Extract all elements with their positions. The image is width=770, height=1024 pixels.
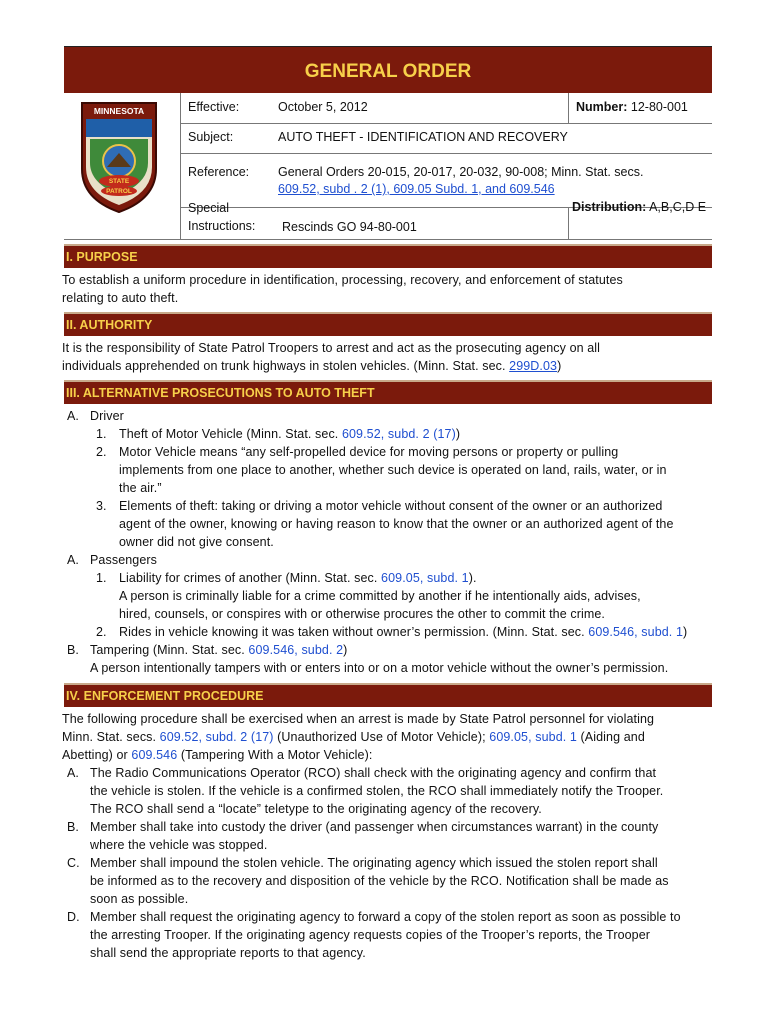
purpose-text xyxy=(62,271,712,307)
list-item xyxy=(64,818,712,854)
text-line: where the vehicle was stopped. xyxy=(90,838,268,852)
text-line xyxy=(62,746,712,764)
subject-label: Subject: xyxy=(188,130,234,144)
text-line: shall send the appropriate reports to that agency. xyxy=(90,946,366,960)
list-item xyxy=(64,569,712,623)
text-line: the arresting Trooper. If the originating agency requests copies of the Trooper’s reports, the Trooper xyxy=(90,928,651,942)
alternative-prosecutions-list xyxy=(64,407,712,677)
number-label: Number: xyxy=(576,100,628,114)
list-marker: 2. xyxy=(96,625,107,639)
header-rule xyxy=(180,153,712,154)
list-text: Passengers xyxy=(90,553,158,567)
text-line: owner did not give consent. xyxy=(119,535,274,549)
reference-label: Reference: xyxy=(188,165,250,179)
number-value: 12-80-001 xyxy=(630,100,688,114)
statute-link[interactable]: 609.546, subd. 2 xyxy=(248,643,344,657)
special-label-1: Special xyxy=(188,201,229,215)
text-line: Member shall impound the stolen vehicle. The originating agency which issued the stolen report shall xyxy=(90,856,658,870)
statute-link[interactable]: 609.546 xyxy=(131,748,178,762)
text-line: agent of the owner, knowing or having reason to know that the owner or an authorized agent of the xyxy=(119,517,674,531)
section-heading-purpose: I. PURPOSE xyxy=(64,244,712,268)
enforcement-intro xyxy=(62,710,712,764)
text-line xyxy=(119,569,712,587)
text-line: be informed as to the recovery and disposition of the vehicle by the RCO. Notification shall be made as xyxy=(90,874,669,888)
list-item xyxy=(64,407,712,425)
text-line: The RCO shall send a “locate” teletype to the originating agency of the recovery. xyxy=(90,802,542,816)
list-item xyxy=(64,497,712,551)
text-line: relating to auto theft. xyxy=(62,291,179,305)
list-text: ). xyxy=(468,571,477,585)
list-item xyxy=(64,551,712,569)
list-item xyxy=(64,908,712,962)
header-divider xyxy=(568,207,569,239)
statute-link[interactable]: 609.05, subd. 1 xyxy=(381,571,469,585)
list-marker: A. xyxy=(67,409,80,423)
header-divider xyxy=(180,93,181,239)
text-line: Member shall request the originating agency to forward a copy of the stolen report as soon as possible to xyxy=(90,910,681,924)
text-line: To establish a uniform procedure in identification, processing, recovery, and enforcement of statutes xyxy=(62,273,623,287)
list-marker: 1. xyxy=(96,571,107,585)
list-item xyxy=(64,854,712,908)
list-marker: A. xyxy=(67,553,80,567)
text-span: (Unauthorized Use of Motor Vehicle); xyxy=(273,730,490,744)
statute-link[interactable]: 299D.03 xyxy=(509,359,558,373)
list-marker: 1. xyxy=(96,427,107,441)
subject-value: AUTO THEFT - IDENTIFICATION AND RECOVERY xyxy=(278,130,568,144)
section-heading-alternative-prosecutions: III. ALTERNATIVE PROSECUTIONS TO AUTO THEFT xyxy=(64,380,712,404)
text-span: individuals apprehended on trunk highways in stolen vehicles. (Minn. Stat. sec. xyxy=(62,359,510,373)
reference-line-1: General Orders 20-015, 20-017, 20-032, 90-008; Minn. Stat. secs. xyxy=(278,165,644,179)
svg-text:MINNESOTA: MINNESOTA xyxy=(93,106,145,116)
statute-link[interactable]: 609.52, subd. 2 (17) xyxy=(341,427,456,441)
text-line: the air.” xyxy=(119,481,162,495)
list-marker: B. xyxy=(67,820,80,834)
text-line: the vehicle is stolen. If the vehicle is a confirmed stolen, the RCO shall immediately notify the Trooper. xyxy=(90,784,664,798)
effective-date: October 5, 2012 xyxy=(278,100,368,114)
statute-link[interactable]: 609.05, subd. 1 xyxy=(489,730,577,744)
distribution-value: A,B,C,D E xyxy=(649,200,707,214)
svg-text:PATROL: PATROL xyxy=(106,188,132,195)
list-item xyxy=(64,623,712,641)
list-text: ) xyxy=(343,643,348,657)
distribution-label: Distribution: xyxy=(572,200,647,214)
order-number xyxy=(576,100,688,114)
text-line xyxy=(62,728,712,746)
statute-link[interactable]: 609.546, subd. 1 xyxy=(588,625,683,639)
reference-statute-link[interactable]: 609.52, subd . 2 (1), 609.05 Subd. 1, and 609.546 xyxy=(278,182,555,196)
document-title: GENERAL ORDER xyxy=(64,46,712,93)
list-text: Theft of Motor Vehicle (Minn. Stat. sec. xyxy=(119,427,342,441)
text-line: implements from one place to another, whether such device is operated on land, rails, water, or in xyxy=(119,463,667,477)
text-line: The Radio Communications Operator (RCO) shall check with the originating agency and confirm that xyxy=(90,766,657,780)
section-heading-authority: II. AUTHORITY xyxy=(64,312,712,336)
list-item xyxy=(64,641,712,677)
text-line: The following procedure shall be exercised when an arrest is made by State Patrol personnel for violating xyxy=(62,712,655,726)
text-line: Member shall take into custody the driver (and passenger when circumstances warrant) in the county xyxy=(90,820,659,834)
header-divider xyxy=(568,93,569,123)
text-span: Minn. Stat. secs. xyxy=(62,730,160,744)
text-line: A person is criminally liable for a crime committed by another if he intentionally aids, advises, xyxy=(119,589,641,603)
authority-text xyxy=(62,339,712,375)
special-instructions-value: Rescinds GO 94-80-001 xyxy=(282,220,417,234)
list-text: Driver xyxy=(90,409,124,423)
list-marker: 2. xyxy=(96,445,107,459)
order-header xyxy=(64,93,712,240)
statute-link[interactable]: 609.52, subd. 2 (17) xyxy=(159,730,274,744)
list-marker: D. xyxy=(67,910,80,924)
text-span: ) xyxy=(557,359,562,373)
special-label-2: Instructions: xyxy=(188,219,256,233)
enforcement-procedure-list xyxy=(64,764,712,962)
general-order-page xyxy=(64,46,712,962)
text-line xyxy=(90,641,712,659)
svg-text:STATE: STATE xyxy=(108,178,130,185)
list-text: Rides in vehicle knowing it was taken without owner’s permission. (Minn. Stat. sec. xyxy=(119,625,589,639)
text-span: (Tampering With a Motor Vehicle): xyxy=(177,748,373,762)
list-text: ) xyxy=(683,625,688,639)
list-text: Tampering (Minn. Stat. sec. xyxy=(90,643,249,657)
text-line: A person intentionally tampers with or enters into or on a motor vehicle without the owner’s permission. xyxy=(90,661,669,675)
list-marker: B. xyxy=(67,643,80,657)
header-rule xyxy=(180,123,712,124)
list-item xyxy=(64,425,712,443)
text-line: Elements of theft: taking or driving a motor vehicle without consent of the owner or an authorized xyxy=(119,499,663,513)
section-heading-enforcement-procedure: IV. ENFORCEMENT PROCEDURE xyxy=(64,683,712,707)
text-line: hired, counsels, or conspires with or otherwise procures the other to commit the crime. xyxy=(119,607,605,621)
list-marker: A. xyxy=(67,766,80,780)
text-span: Abetting) or xyxy=(62,748,132,762)
text-line: Motor Vehicle means “any self-propelled device for moving persons or property or pulling xyxy=(119,445,619,459)
list-item xyxy=(64,764,712,818)
state-patrol-badge-logo xyxy=(78,99,160,215)
text-line xyxy=(62,357,712,375)
distribution xyxy=(572,200,706,214)
text-line: soon as possible. xyxy=(90,892,189,906)
list-marker: C. xyxy=(67,856,80,870)
text-span: (Aiding and xyxy=(576,730,645,744)
effective-label: Effective: xyxy=(188,100,240,114)
list-text: ) xyxy=(455,427,461,441)
list-text: Liability for crimes of another (Minn. Stat. sec. xyxy=(119,571,382,585)
list-item xyxy=(64,443,712,497)
text-line: It is the responsibility of State Patrol Troopers to arrest and act as the prosecuting agency on all xyxy=(62,341,601,355)
list-marker: 3. xyxy=(96,499,107,513)
